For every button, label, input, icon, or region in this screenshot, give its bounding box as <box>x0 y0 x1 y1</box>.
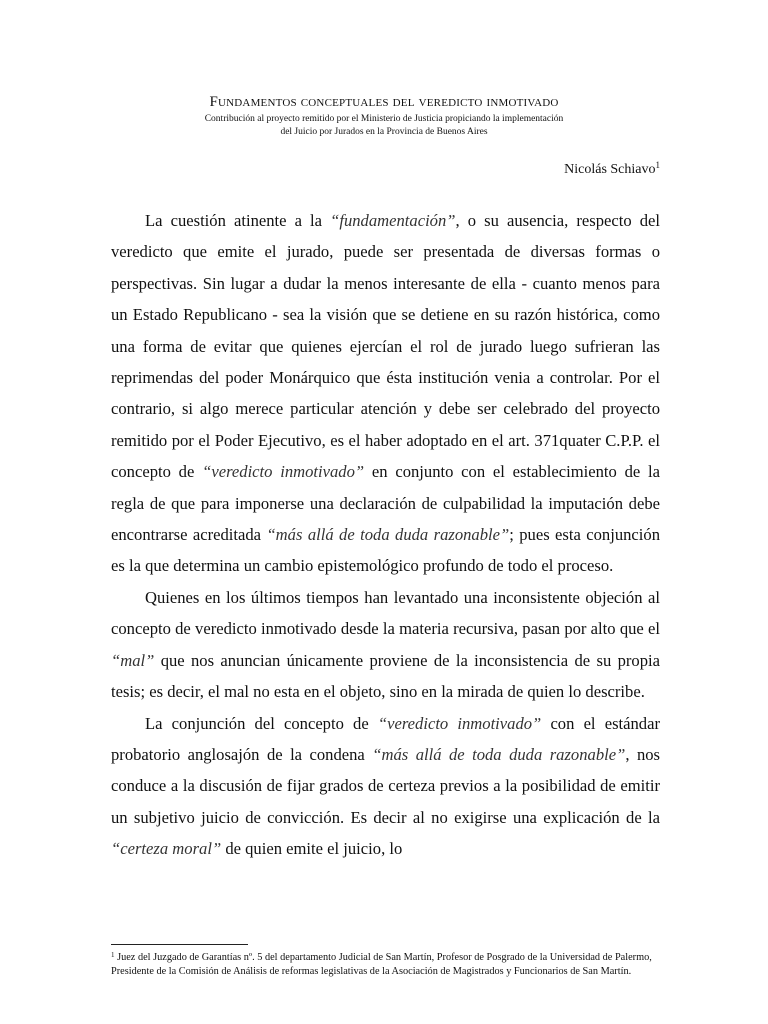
author-footnote-mark[interactable]: 1 <box>655 160 660 170</box>
document-title: Fundamentos conceptuales del veredicto inmotivado <box>209 94 559 110</box>
quoted-term: “más allá de toda duda razonable” <box>266 525 510 545</box>
paragraph-text: ; pues esta conjunción es la que determina un cambio epistemológico profundo de todo el proceso. <box>111 525 660 576</box>
body-paragraph <box>111 708 660 865</box>
body-paragraph <box>111 582 660 708</box>
author-name <box>564 156 660 179</box>
subtitle-line-2: del Juicio por Jurados en la Provincia de Buenos Aires <box>280 127 488 137</box>
author-name-text: Nicolás Schiavo <box>564 162 656 177</box>
paragraph-text: que nos anuncian únicamente proviene de la inconsistencia de su propia tesis; es decir, el mal no esta en el objeto, sino en la mirada de quien lo describe. <box>111 650 660 702</box>
paragraph-text: Quienes en los últimos tiempos han levantado una inconsistente objeción al concepto de veredicto inmotivado desde la materia recursiva, pasan por alto que el <box>111 587 660 639</box>
footnote-mark: 1 <box>111 951 115 959</box>
body-paragraph <box>111 205 660 582</box>
paragraph-text: de quien emite el juicio, lo <box>221 839 403 859</box>
quoted-term: “veredicto inmotivado” <box>202 462 365 482</box>
quoted-term: “certeza moral” <box>111 839 222 859</box>
subtitle-line-1: Contribución al proyecto remitido por el Ministerio de Justicia propiciando la implementación <box>204 114 564 124</box>
paragraph-text: La conjunción del concepto de <box>145 713 378 733</box>
footnote-divider <box>111 944 248 945</box>
quoted-term: “más allá de toda duda razonable” <box>372 744 626 764</box>
quoted-term: “fundamentación” <box>330 211 456 230</box>
paragraph-text: , nos conduce a la discusión de fijar grados de certeza previos a la posibilidad de emitir un subjetivo juicio de convicción. Es decir al no exigirse una explicación de la <box>111 744 660 827</box>
quoted-term: “mal” <box>111 650 155 670</box>
paragraph-text: La cuestión atinente a la <box>145 211 331 230</box>
paragraph-text: , o su ausencia, respecto del veredicto que emite el jurado, puede ser presentada de diversas formas o perspectivas. Sin lugar a dudar la menos interesante de ella - cuanto menos para un Estado Republicano - sea la visión que se detiene en su razón histórica, como una forma de evitar que quienes ejercían el rol de jurado luego sufrieran las reprimendas del poder Monárquico que ésta institución venia a controlar. Por el contrario, si algo merece particular atención y debe ser celebrado del proyecto remitido por el Poder Ejecutivo, es el haber adoptado en el art. 371quater C.P.P. el concepto de <box>111 211 660 482</box>
footnote <box>111 948 660 979</box>
paragraph-text: en conjunto con el establecimiento de la regla de que para imponerse una declaración de culpabilidad la imputación debe encontrarse acreditada <box>111 462 660 545</box>
quoted-term: “veredicto inmotivado” <box>377 713 542 733</box>
document-subtitle <box>0 113 768 139</box>
body-text <box>111 205 660 865</box>
paragraph-text: con el estándar probatorio anglosajón de la condena <box>111 713 660 764</box>
footnote-text: Juez del Juzgado de Garantías nº. 5 del departamento Judicial de San Martín, Profesor de Posgrado de la Universidad de Palermo, Presidente de la Comisión de Análisis de reformas legislativas de la Asociación de Magistrados y Funcionarios de San Martín. <box>111 952 652 977</box>
